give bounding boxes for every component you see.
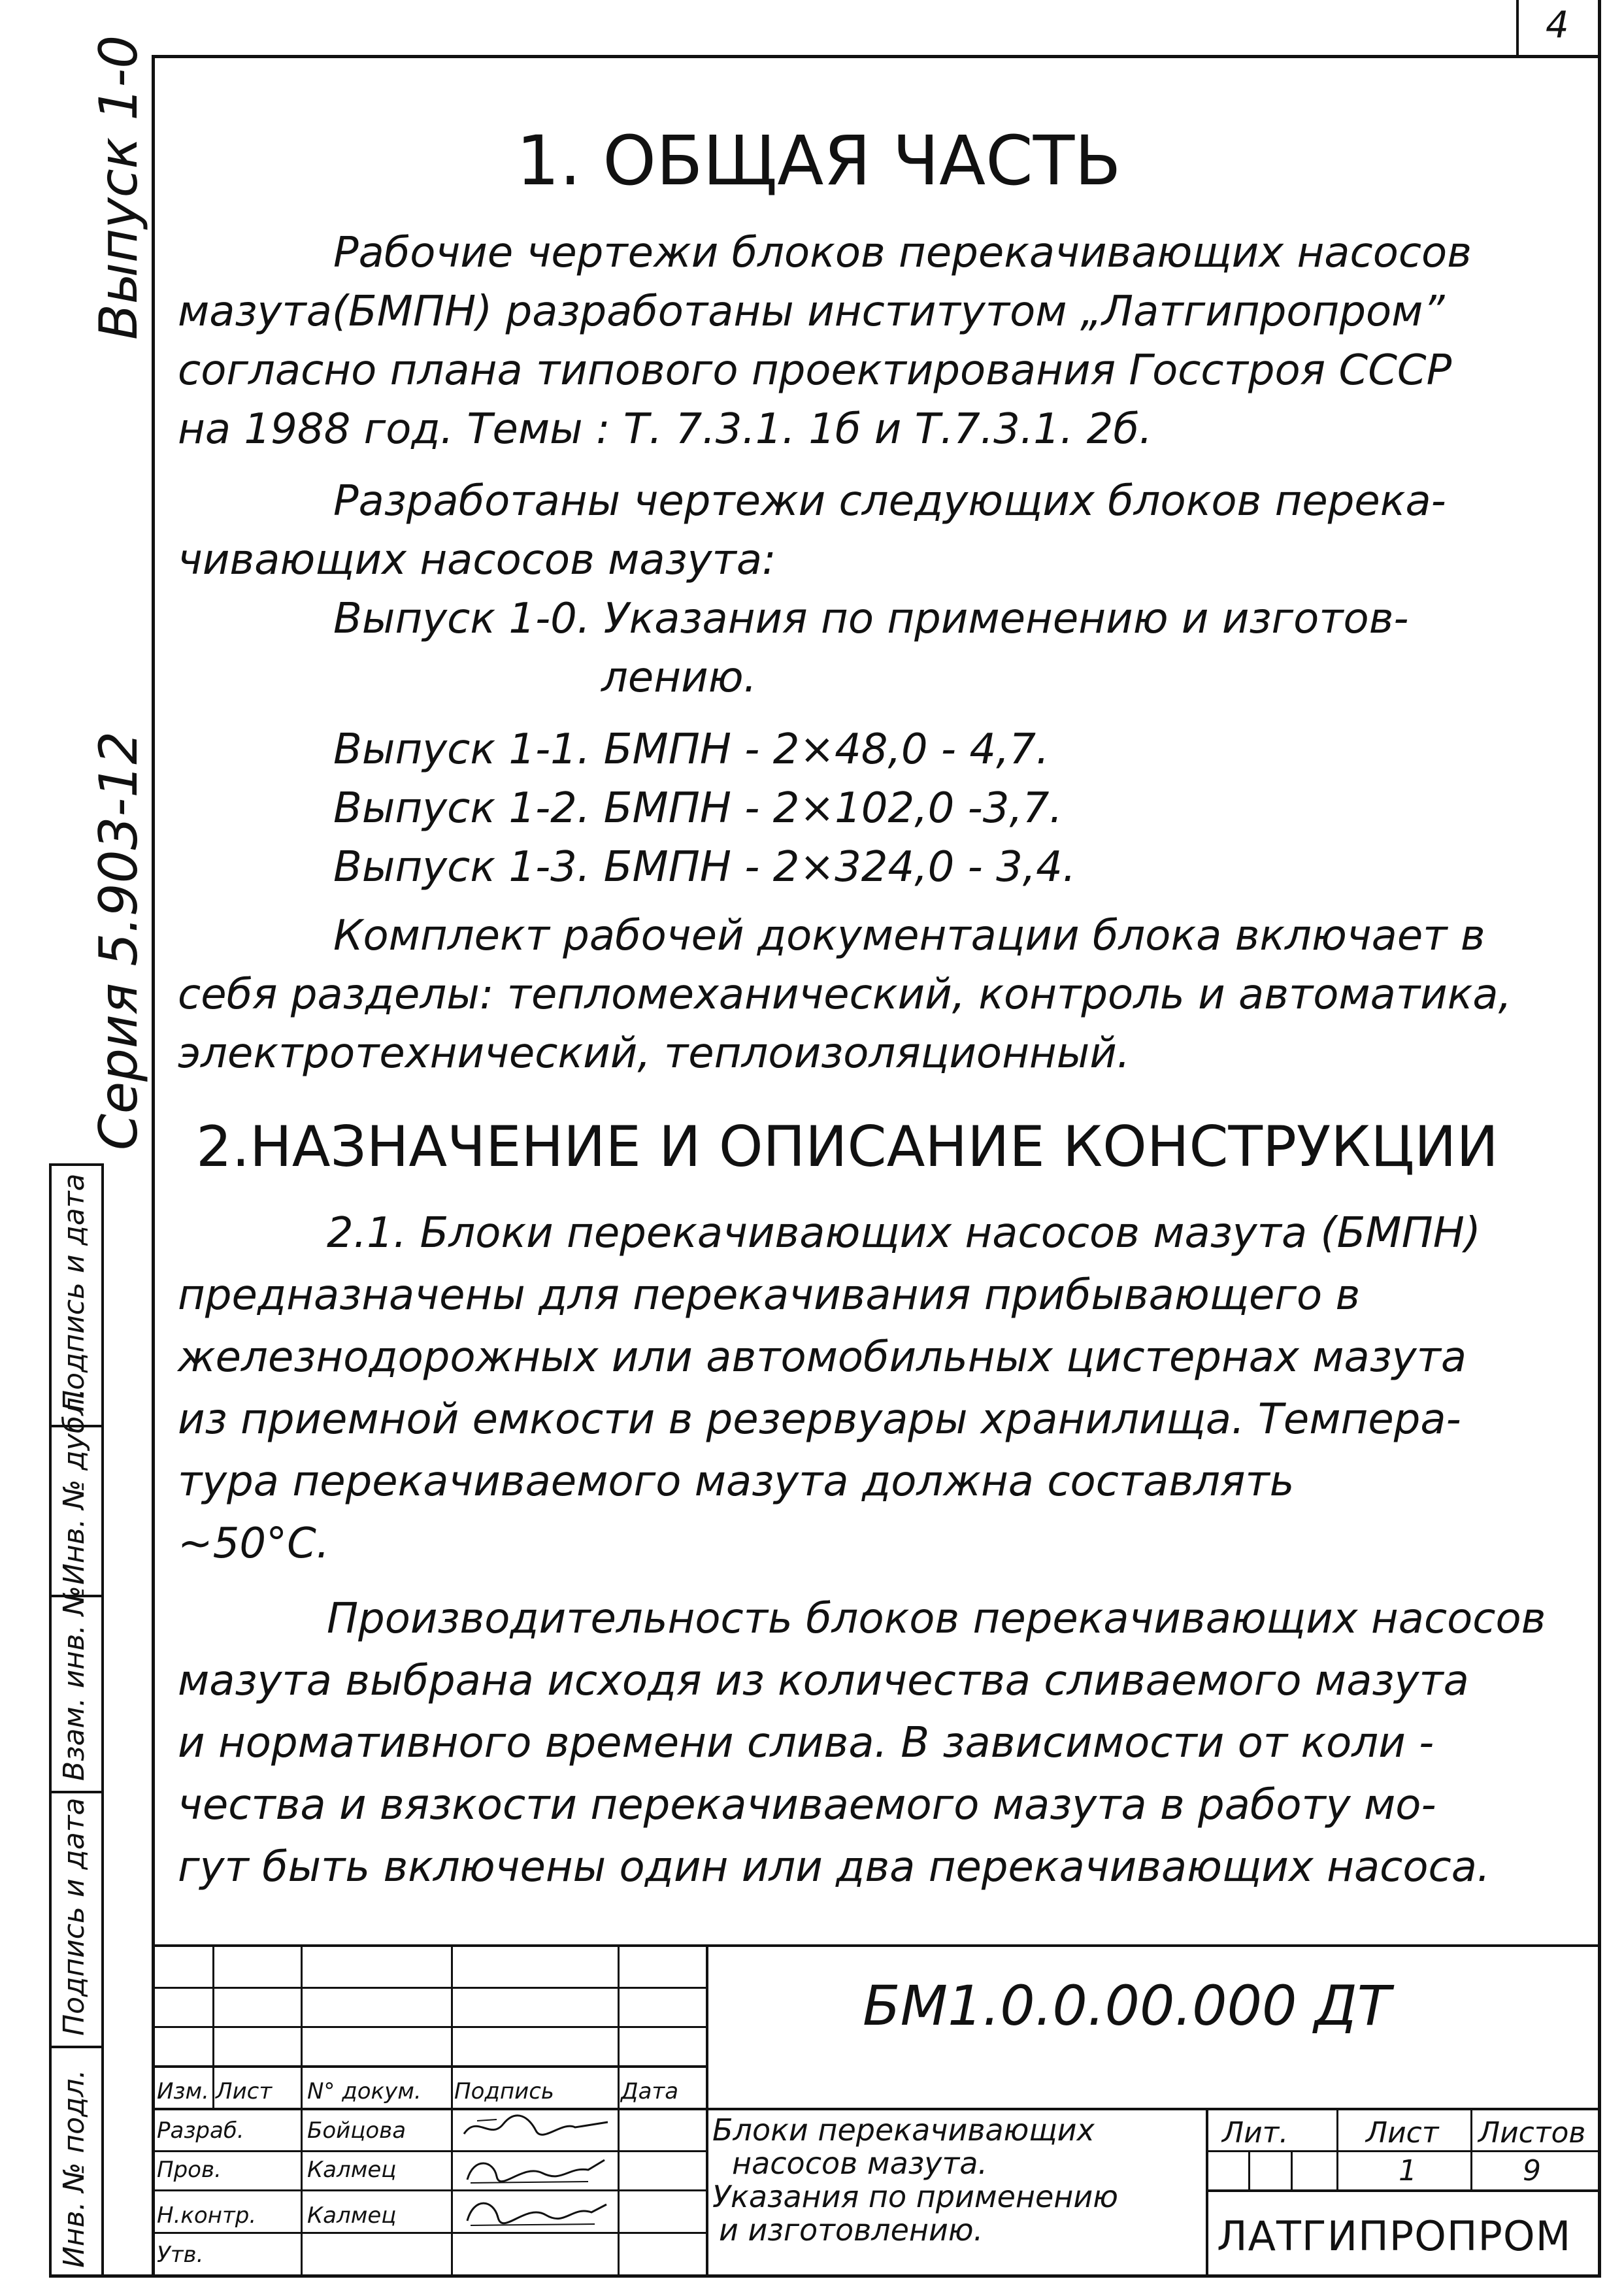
tb-role: Н.контр. [157, 2203, 257, 2229]
tb-sheet-label: Лист [1366, 2116, 1439, 2150]
side-label-issue: Выпуск 1-0 [88, 35, 149, 340]
tb-organization: ЛАТГИПРОПРОМ [1217, 2212, 1572, 2260]
tb-col-izm: Изм. [157, 2078, 209, 2104]
stamp-top-line [49, 1163, 104, 1166]
body-line: Производительность блоков перекачивающих насосов [327, 1595, 1546, 1643]
tb-description-line: насосов мазута. [732, 2146, 988, 2181]
side-label-series: Серия 5.903-12 [88, 731, 149, 1150]
tb-col-list: Лист [216, 2078, 273, 2104]
tb-col-sign: Подпись [454, 2078, 554, 2104]
tb-name: Калмец [307, 2203, 397, 2229]
stamp-left-line [49, 1163, 52, 2278]
section-1-heading: 1. ОБЩАЯ ЧАСТЬ [516, 121, 1121, 201]
sheet-number: 4 [1546, 4, 1569, 46]
body-line: Выпуск 1-0. Указания по применению и изготов- [333, 595, 1409, 643]
body-line: железнодорожных или автомобильных цистернах мазута [178, 1333, 1467, 1382]
tb-role: Разраб. [157, 2118, 244, 2144]
tb-role: Утв. [157, 2242, 204, 2268]
body-line: Разработаны чертежи следующих блоков перека- [333, 477, 1446, 525]
body-line: ~50°С. [178, 1520, 330, 1568]
body-line: Рабочие чертежи блоков перекачивающих насосов [333, 229, 1472, 277]
tb-col-doc: N° докум. [307, 2078, 422, 2104]
stamp-divider-3 [49, 1791, 104, 1793]
body-line: тура перекачиваемого мазута должна составлять [178, 1457, 1295, 1506]
body-line: Комплект рабочей документации блока включает в [333, 912, 1485, 960]
body-line: согласно плана типового проектирования Госстроя СССР [178, 346, 1452, 395]
body-line: предназначены для перекачивания прибывающего в [178, 1271, 1361, 1320]
body-line: лению. [601, 654, 757, 702]
body-line: 2.1. Блоки перекачивающих насосов мазута (БМПН) [327, 1209, 1481, 1257]
body-line: мазута(БМПН) разработаны институтом „Латгипропром” [178, 288, 1445, 336]
tb-col-date: Дата [621, 2078, 679, 2104]
signature-icon [457, 2108, 614, 2150]
tb-sheet-value: 1 [1399, 2154, 1417, 2187]
body-line: чества и вязкости перекачиваемого мазута в работу мо- [178, 1781, 1436, 1829]
stamp-label-sign-date-2: Подпись и дата [58, 1797, 91, 2036]
tb-name: Бойцова [307, 2118, 406, 2144]
body-line: гут быть включены один или два перекачивающих насоса. [178, 1843, 1491, 1891]
frame-right [1598, 0, 1601, 2278]
body-line: и нормативного времени слива. В зависимости от коли - [178, 1719, 1434, 1767]
stamp-right-line [101, 1163, 104, 2278]
body-line: на 1988 год. Темы : Т. 7.3.1. 1б и Т.7.3.1. 2б. [178, 405, 1153, 454]
tb-role: Пров. [157, 2157, 222, 2183]
tb-lit-label: Лит. [1222, 2116, 1289, 2150]
body-line: из приемной емкости в резервуары хранилища. Темпера- [178, 1395, 1461, 1444]
tb-name: Калмец [307, 2157, 397, 2183]
frame-top [152, 55, 1601, 58]
stamp-divider-4 [49, 2046, 104, 2048]
stamp-label-sign-date-1: Подпись и дата [58, 1173, 91, 1412]
signature-icon [457, 2150, 614, 2189]
signature-icon [457, 2191, 614, 2232]
body-line: электротехнический, теплоизоляционный. [178, 1029, 1131, 1078]
tb-description-line: и изготовлению. [719, 2212, 984, 2248]
sheet-box-left [1516, 0, 1519, 56]
frame-bottom [49, 2274, 1601, 2278]
body-line: Выпуск 1-1. БМПН - 2×48,0 - 4,7. [333, 725, 1050, 774]
document-code: БМ1.0.0.00.000 ДТ [863, 1974, 1391, 2038]
stamp-label-replace-inv: Взам. инв. № [58, 1586, 91, 1781]
body-line: мазута выбрана исходя из количества сливаемого мазута [178, 1657, 1469, 1705]
body-line: себя разделы: тепломеханический, контроль и автоматика, [178, 971, 1512, 1019]
section-2-heading: 2.НАЗНАЧЕНИЕ И ОПИСАНИЕ КОНСТРУКЦИИ [196, 1114, 1499, 1180]
tb-sheets-label: Листов [1478, 2116, 1586, 2150]
body-line: чивающих насосов мазута: [178, 536, 776, 584]
body-line: Выпуск 1-3. БМПН - 2×324,0 - 3,4. [333, 843, 1076, 891]
stamp-label-orig-inv: Инв. № подл. [58, 2069, 91, 2268]
tb-sheets-value: 9 [1523, 2154, 1541, 2187]
tb-description-line: Указания по применению [712, 2179, 1118, 2214]
stamp-label-dup-inv: Инв. № дубл. [58, 1388, 91, 1585]
tb-description-line: Блоки перекачивающих [712, 2112, 1095, 2148]
body-line: Выпуск 1-2. БМПН - 2×102,0 -3,7. [333, 784, 1063, 833]
